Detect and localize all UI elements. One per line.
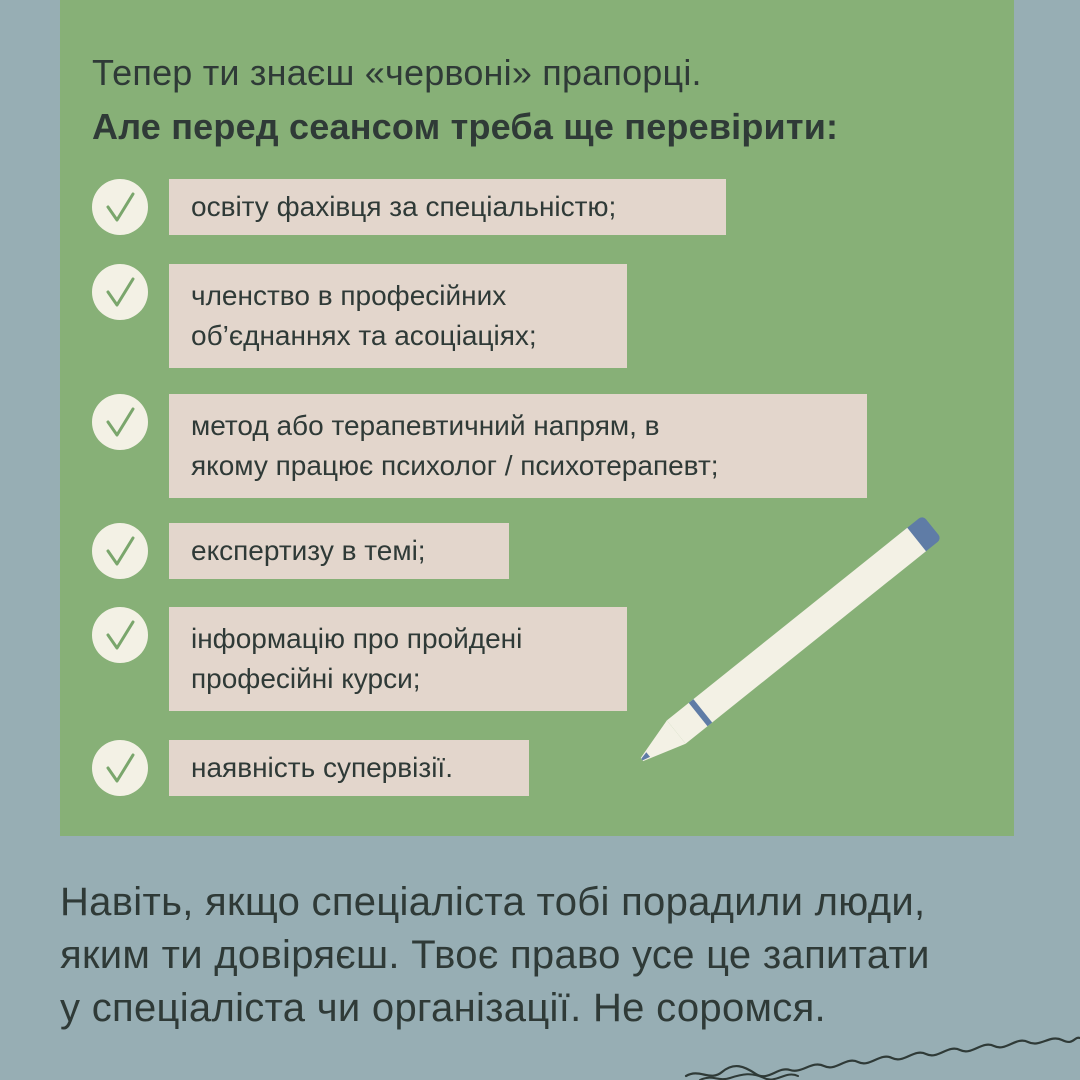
checklist-item	[169, 740, 529, 796]
checklist-item	[169, 607, 627, 711]
checklist-item	[169, 179, 726, 235]
checklist-item	[169, 523, 509, 579]
checklist-item-text: членство в професійних об’єднаннях та асоціаціях;	[191, 280, 537, 351]
check-mark-icon	[92, 264, 148, 320]
heading-line-1: Тепер ти знаєш «червоні» прапорці.	[92, 52, 702, 93]
check-mark-icon	[92, 740, 148, 796]
checklist-item-text: наявність супервізії.	[191, 752, 453, 783]
footer-text: Навіть, якщо спеціаліста тобі порадили люди, яким ти довіряєш. Твоє право усе це запитати у спеціаліста чи організації. Не соромся.	[60, 880, 930, 1030]
checklist-item-text: інформацію про пройдені професійні курси;	[191, 623, 523, 694]
checklist-item	[169, 264, 627, 368]
checklist-item-text: метод або терапевтичний напрям, в якому працює психолог / психотерапевт;	[191, 410, 719, 481]
check-mark-icon	[92, 394, 148, 450]
check-mark-icon	[92, 179, 148, 235]
checklist-item-text: експертизу в темі;	[191, 535, 426, 566]
check-mark-icon	[92, 607, 148, 663]
check-mark-icon	[92, 523, 148, 579]
heading-line-2: Але перед сеансом треба ще перевірити:	[92, 106, 839, 147]
checklist-item-text: освіту фахівця за спеціальністю;	[191, 191, 617, 222]
checklist-item	[169, 394, 867, 498]
